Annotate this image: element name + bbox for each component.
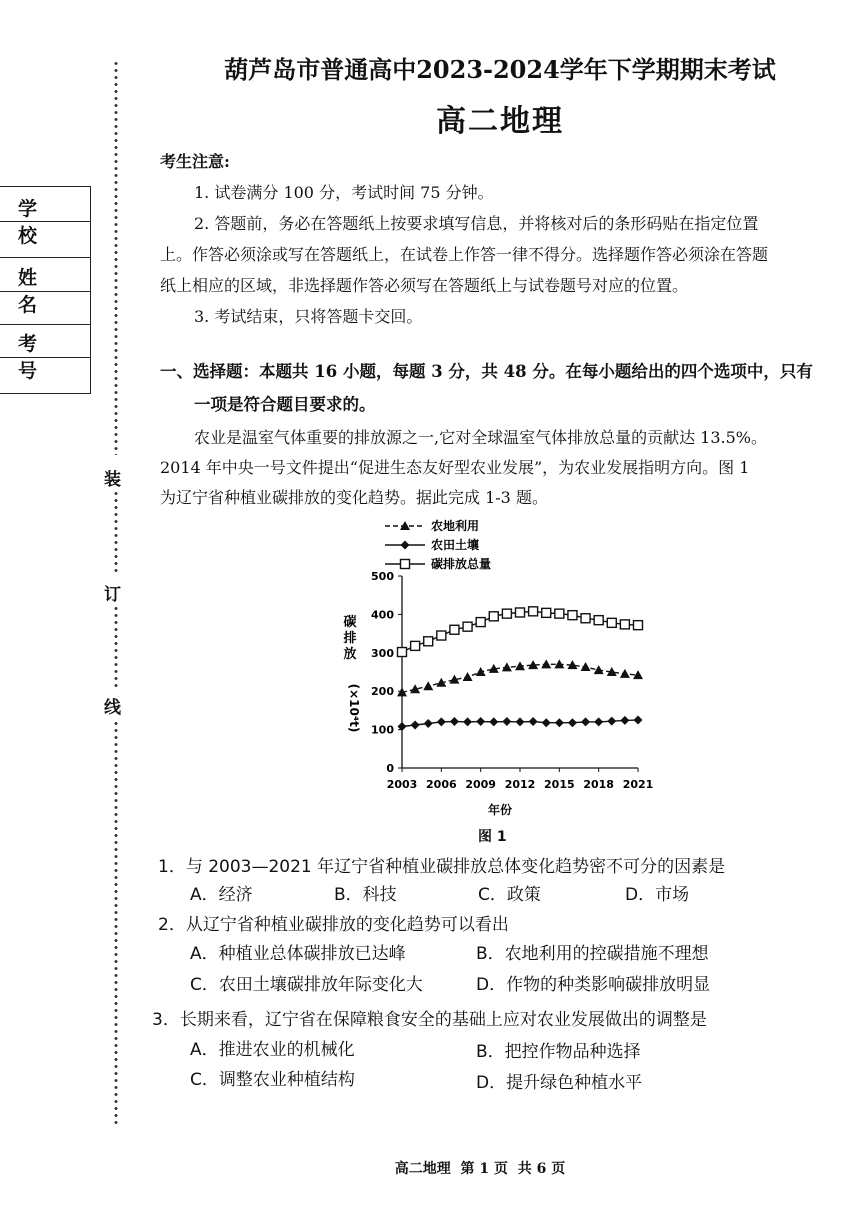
y-tick-label: 0 (386, 762, 394, 775)
square-marker (634, 621, 643, 630)
diamond-marker (568, 718, 577, 727)
legend-label: 农田土壤 (431, 538, 480, 552)
y-tick-label: 500 (371, 570, 394, 583)
triangle-marker (463, 672, 473, 681)
carbon-emission-chart (330, 518, 660, 823)
question-1-option-d[interactable]: D．市场 (625, 885, 690, 905)
square-marker (450, 625, 459, 634)
name-label: 姓 名 (18, 267, 50, 316)
square-marker (516, 608, 525, 617)
notice-item-2-cont: 上。作答必须涂或写在答题纸上，在试卷上作答一律不得分。选择题作答必须涂在答题 (160, 245, 769, 264)
binding-line (113, 720, 119, 1125)
question-1-option-b[interactable]: B．科技 (334, 885, 397, 905)
square-marker (463, 622, 472, 631)
info-divider (0, 324, 90, 325)
notice-item-3: 3. 考试结束，只将答题卡交回。 (194, 307, 423, 326)
binding-line (113, 490, 119, 575)
diamond-marker (516, 717, 525, 726)
diamond-marker (502, 717, 511, 726)
exam-title: 葫芦岛市普通高中2023-2024学年下学期期末考试 (224, 55, 776, 84)
intro-text: 农业是温室气体重要的排放源之一,它对全球温室气体排放总量的贡献达 13.5%。 (194, 428, 768, 447)
question-3-stem: 3．长期来看，辽宁省在保障粮食安全的基础上应对农业发展做出的调整是 (152, 1010, 707, 1030)
question-1-stem: 1．与 2003—2021 年辽宁省种植业碳排放总体变化趋势密不可分的因素是 (158, 857, 726, 877)
question-2-option-d[interactable]: D．作物的种类影响碳排放明显 (476, 975, 711, 995)
figure-caption: 图 1 (478, 829, 507, 845)
x-axis-label: 年份 (487, 803, 513, 817)
y-axis-label: 碳排放 (343, 615, 357, 662)
square-marker (620, 620, 629, 629)
y-tick-label: 400 (371, 608, 394, 622)
binding-mark-xian: 线 (104, 698, 121, 718)
section-heading: 一、选择题：本题共 16 小题，每题 3 分，共 48 分。在每小题给出的四个选项中，只有 (160, 362, 813, 381)
question-2-option-a[interactable]: A．种植业总体碳排放已达峰 (190, 944, 406, 964)
x-tick-label: 2021 (622, 778, 654, 791)
x-tick-label: 2018 (583, 778, 614, 791)
x-tick-label: 2003 (386, 778, 418, 791)
school-label: 学 校 (18, 198, 50, 247)
question-3-option-b[interactable]: B．把控作物品种选择 (476, 1042, 641, 1062)
x-tick-label: 2009 (465, 778, 496, 791)
intro-text: 2014 年中央一号文件提出“促进生态友好型农业发展”，为农业发展指明方向。图 1 (160, 458, 750, 477)
square-marker (581, 614, 590, 623)
intro-text: 为辽宁省种植业碳排放的变化趋势。据此完成 1-3 题。 (160, 488, 548, 507)
chart-axes (347, 570, 653, 791)
x-tick-label: 2015 (544, 778, 575, 791)
diamond-marker (401, 541, 410, 550)
chart-series (397, 607, 643, 731)
triangle-marker (581, 662, 591, 671)
triangle-marker (423, 681, 433, 690)
y-axis-unit: (×10⁴t) (347, 683, 361, 733)
y-tick-label: 200 (371, 685, 394, 699)
diamond-marker (542, 718, 551, 727)
section-heading-cont: 一项是符合题目要求的。 (194, 395, 376, 414)
question-2-stem: 2．从辽宁省种植业碳排放的变化趋势可以看出 (158, 915, 509, 935)
square-marker (568, 611, 577, 620)
square-marker (489, 612, 498, 621)
notice-item-1: 1. 试卷满分 100 分，考试时间 75 分钟。 (194, 183, 494, 202)
triangle-marker (620, 669, 630, 678)
x-tick-label: 2006 (426, 778, 457, 791)
student-info-box (0, 186, 91, 394)
diamond-marker (463, 717, 472, 726)
diamond-marker (450, 717, 459, 726)
diamond-marker (607, 717, 616, 726)
binding-line (113, 605, 119, 690)
y-tick-label: 300 (371, 646, 394, 660)
diamond-marker (529, 717, 538, 726)
y-tick-label: 100 (371, 723, 394, 737)
question-1-option-c[interactable]: C．政策 (478, 885, 541, 905)
question-3-option-a[interactable]: A．推进农业的机械化 (190, 1040, 355, 1060)
triangle-marker (502, 662, 512, 671)
diamond-marker (594, 717, 603, 726)
question-3-option-d[interactable]: D．提升绿色种植水平 (476, 1073, 643, 1093)
square-marker (529, 607, 538, 616)
diamond-marker (489, 717, 498, 726)
legend-label: 碳排放总量 (431, 557, 492, 571)
square-marker (424, 637, 433, 646)
chart-legend (385, 518, 491, 571)
subject-title: 高二地理 (436, 104, 564, 139)
diamond-marker (437, 717, 446, 726)
square-marker (411, 641, 420, 650)
square-marker (476, 618, 485, 627)
exam-number-label: 考 号 (18, 333, 50, 382)
legend-label: 农地利用 (431, 519, 480, 533)
notice-heading: 考生注意: (160, 152, 230, 171)
question-2-option-c[interactable]: C．农田土壤碳排放年际变化大 (190, 975, 423, 995)
square-marker (542, 608, 551, 617)
diamond-marker (634, 716, 643, 725)
diamond-marker (411, 720, 420, 729)
square-marker (594, 616, 603, 625)
question-3-option-c[interactable]: C．调整农业种植结构 (190, 1070, 355, 1090)
diamond-marker (476, 717, 485, 726)
square-marker (607, 618, 616, 627)
question-2-option-b[interactable]: B．农地利用的控碳措施不理想 (476, 944, 709, 964)
square-marker (437, 631, 446, 640)
square-marker (401, 560, 410, 569)
page-footer: 高二地理 第 1 页 共 6 页 (394, 1161, 566, 1177)
square-marker (555, 609, 564, 618)
diamond-marker (555, 718, 564, 727)
binding-mark-ding: 订 (104, 585, 121, 605)
x-tick-label: 2012 (504, 778, 536, 791)
diamond-marker (424, 719, 433, 728)
square-marker (502, 609, 511, 618)
diamond-marker (620, 716, 629, 725)
question-1-option-a[interactable]: A．经济 (190, 885, 253, 905)
info-divider (0, 257, 90, 258)
square-marker (398, 648, 407, 657)
notice-item-2: 2. 答题前，务必在答题纸上按要求填写信息，并将核对后的条形码贴在指定位置 (194, 214, 759, 233)
diamond-marker (581, 717, 590, 726)
notice-item-2-cont: 纸上相应的区域，非选择题作答必须写在答题纸上与试卷题号对应的位置。 (160, 276, 689, 295)
binding-mark-zhuang: 装 (104, 470, 121, 490)
